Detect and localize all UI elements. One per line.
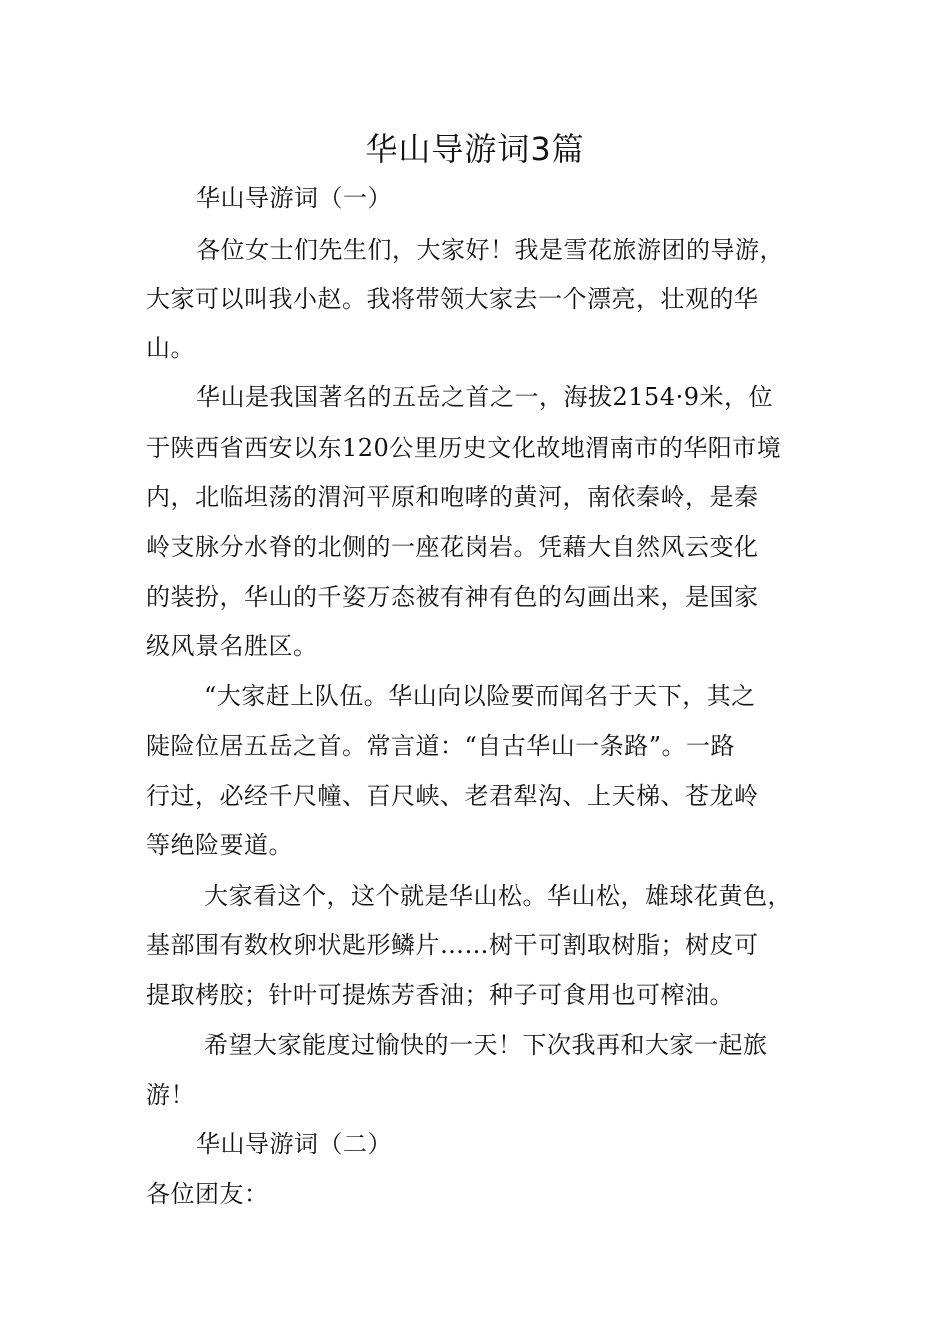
paragraph-2-line-2: 于陕西省西安以东120公里历史文化故地渭南市的华阳市境: [146, 434, 782, 462]
paragraph-3-line-4: 等绝险要道。: [146, 831, 293, 859]
document-title: 华山导游词3篇: [365, 130, 585, 168]
greeting-line: 各位团友：: [146, 1180, 269, 1208]
paragraph-1-line-2: 大家可以叫我小赵。我将带领大家去一个漂亮，壮观的华: [146, 285, 759, 313]
paragraph-3-line-3: 行过，必经千尺幢、百尺峡、老君犁沟、上天梯、苍龙岭: [146, 782, 759, 810]
section-heading-1: 华山导游词（一）: [196, 184, 392, 212]
paragraph-4-line-3: 提取栲胶；针叶可提炼芳香油；种子可食用也可榨油。: [146, 981, 734, 1009]
paragraph-1-line-3: 山。: [146, 334, 195, 362]
paragraph-2-line-1: 华山是我国著名的五岳之首之一，海拔2154·9米，位: [196, 383, 773, 411]
paragraph-3-line-1: “大家赶上队伍。华山向以险要而闻名于天下，其之: [204, 682, 756, 710]
paragraph-2-line-4: 岭支脉分水脊的北侧的一座花岗岩。凭藉大自然风云变化: [146, 533, 759, 561]
paragraph-5-line-2: 游！: [146, 1081, 195, 1109]
paragraph-2-line-3: 内，北临坦荡的渭河平原和咆哮的黄河，南依秦岭，是秦: [146, 483, 759, 511]
paragraph-4-line-1: 大家看这个，这个就是华山松。华山松，雄球花黄色，: [204, 882, 792, 910]
paragraph-4-line-2: 基部围有数枚卵状匙形鳞片……树干可割取树脂；树皮可: [146, 931, 759, 959]
paragraph-1-line-1: 各位女士们先生们，大家好！我是雪花旅游团的导游，: [196, 236, 784, 264]
paragraph-5-line-1: 希望大家能度过愉快的一天！下次我再和大家一起旅: [204, 1031, 768, 1059]
paragraph-2-line-6: 级风景名胜区。: [146, 632, 318, 660]
paragraph-2-line-5: 的装扮，华山的千姿万态被有神有色的勾画出来，是国家: [146, 583, 759, 611]
section-heading-2: 华山导游词（二）: [196, 1130, 392, 1158]
paragraph-3-line-2: 陡险位居五岳之首。常言道：“自古华山一条路”。一路: [146, 732, 736, 760]
